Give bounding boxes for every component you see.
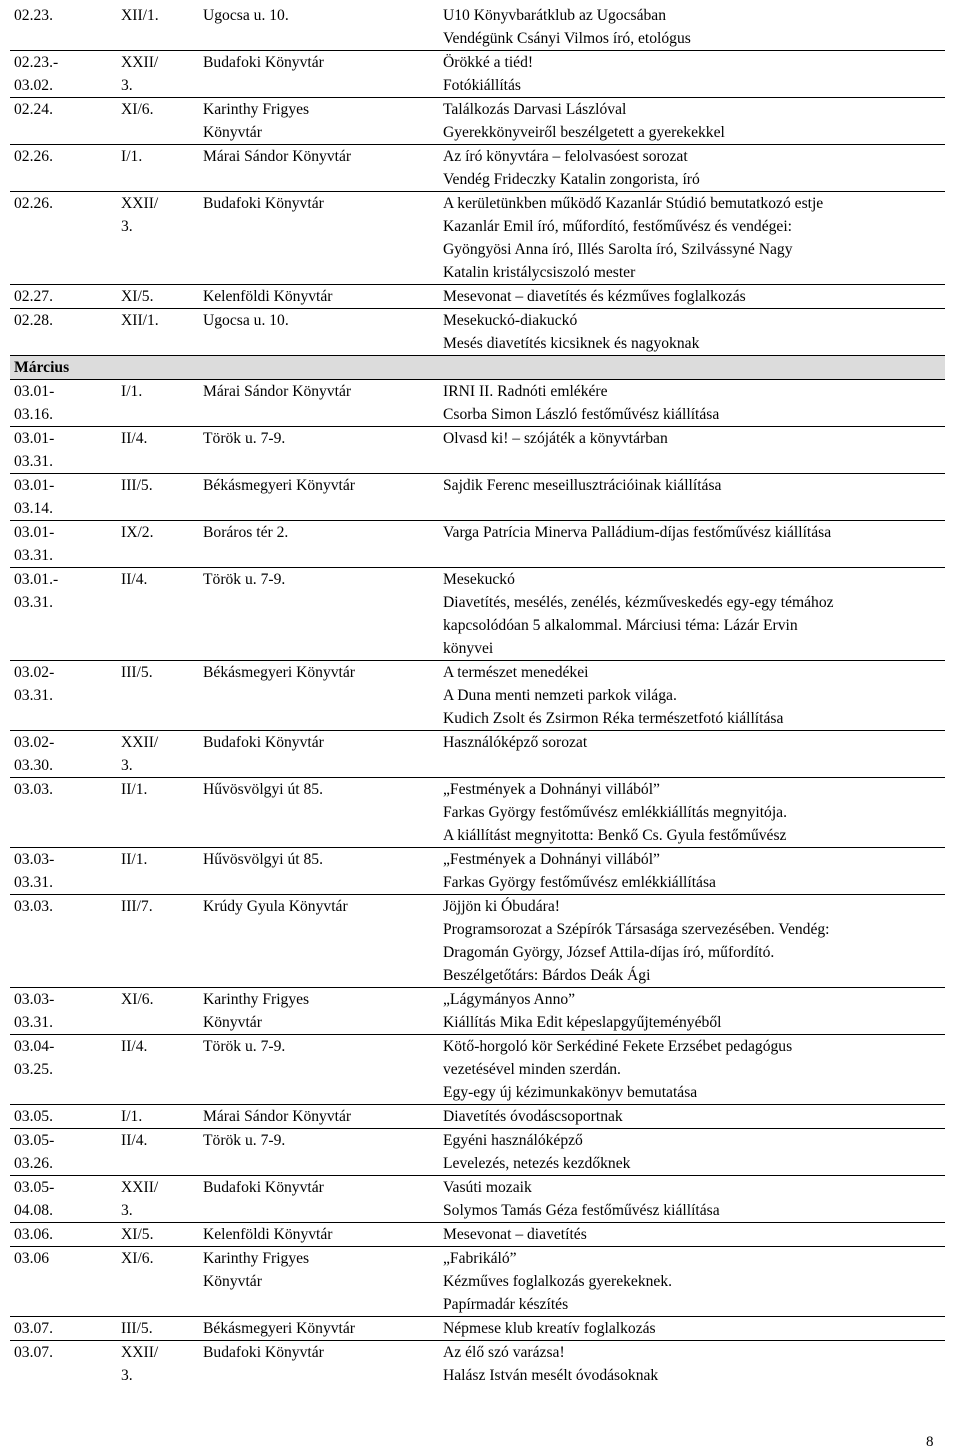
event-program: A természet menedékei A Duna menti nemzeti parkok világa. Kudich Zsolt és Zsirmon Réka természetfotó kiállítása: [439, 661, 945, 731]
table-row: [10, 895, 945, 988]
event-date: 03.03- 03.31.: [10, 848, 117, 895]
event-venue: Békásmegyeri Könyvtár: [199, 1317, 439, 1341]
table-row: [10, 51, 945, 98]
event-venue: Ugocsa u. 10.: [203, 7, 289, 24]
event-venue: Krúdy Gyula Könyvtár: [199, 895, 439, 988]
event-district: II/4.: [117, 427, 199, 474]
table-row: [10, 98, 945, 145]
event-venue: Békásmegyeri Könyvtár: [199, 661, 439, 731]
event-venue: Kelenföldi Könyvtár: [199, 285, 439, 309]
event-program: IRNI II. Radnóti emlékére Csorba Simon László festőművész kiállítása: [439, 380, 945, 427]
event-program: Örökké a tiéd! Fotókiállítás: [439, 51, 945, 98]
event-district: XI/6.: [117, 988, 199, 1035]
table-row: [10, 848, 945, 895]
table-row: [10, 192, 945, 285]
event-venue: Budafoki Könyvtár: [199, 192, 439, 285]
event-venue: Karinthy Frigyes Könyvtár: [199, 1247, 439, 1317]
event-program: Sajdik Ferenc meseillusztrációinak kiállítása: [439, 474, 945, 521]
event-venue: Hűvösvölgyi út 85.: [199, 848, 439, 895]
event-district: XI/5.: [117, 285, 199, 309]
event-program: Egyéni használóképző Levelezés, netezés kezdőknek: [439, 1129, 945, 1176]
table-row: [10, 521, 945, 568]
table-row: [10, 1176, 945, 1223]
event-program: Vasúti mozaik Solymos Tamás Géza festőművész kiállítása: [439, 1176, 945, 1223]
event-program: Jöjjön ki Óbudára! Programsorozat a Szépírók Társasága szervezésében. Vendég: Dragomán György, József Attila-díjas író, műfordító. Beszélgetőtárs: Bárdos Deák Ági: [439, 895, 945, 988]
table-row: [10, 1317, 945, 1341]
event-district: II/4.: [117, 1129, 199, 1176]
event-program: „Fabrikáló” Kézműves foglalkozás gyerekeknek. Papírmadár készítés: [439, 1247, 945, 1317]
event-program: Népmese klub kreatív foglalkozás: [439, 1317, 945, 1341]
event-program: A kerületünkben működő Kazanlár Stúdió bemutatkozó estje Kazanlár Emil író, műfordító, festőművész és vendégei: Gyöngyösi Anna író, Illés Sarolta író, Szilvássyné Nagy Katalin kristálycsiszoló mester: [439, 192, 945, 285]
event-date: 03.02- 03.30.: [10, 731, 117, 778]
event-date: 02.23.: [14, 7, 53, 24]
table-row: [10, 145, 945, 192]
table-row: [10, 1129, 945, 1176]
event-date: 03.05- 03.26.: [10, 1129, 117, 1176]
event-date: 02.28.: [10, 309, 117, 356]
event-date: 03.03- 03.31.: [10, 988, 117, 1035]
event-district: III/7.: [117, 895, 199, 988]
event-venue: Török u. 7-9.: [199, 1035, 439, 1105]
table-row: [10, 4, 945, 51]
event-program: „Lágymányos Anno” Kiállítás Mika Edit képeslapgyűjteményéből: [439, 988, 945, 1035]
event-district: XI/6.: [117, 1247, 199, 1317]
event-district: XII/1.: [117, 309, 199, 356]
table-row: [10, 474, 945, 521]
event-date: 02.23.- 03.02.: [10, 51, 117, 98]
event-district: I/1.: [117, 145, 199, 192]
event-venue: Márai Sándor Könyvtár: [199, 380, 439, 427]
table-row: [10, 285, 945, 309]
table-row: [10, 427, 945, 474]
table-row: [10, 1247, 945, 1317]
event-program: Mesekuckó-diakuckó Mesés diavetítés kicsiknek és nagyoknak: [439, 309, 945, 356]
table-row: [10, 1035, 945, 1105]
event-program: Használóképző sorozat: [439, 731, 945, 778]
event-district: XI/5.: [117, 1223, 199, 1247]
event-schedule-body: [10, 4, 945, 1387]
event-venue: Budafoki Könyvtár: [199, 731, 439, 778]
event-program: Találkozás Darvasi Lászlóval Gyerekkönyveiről beszélgetett a gyerekekkel: [439, 98, 945, 145]
table-row: [10, 778, 945, 848]
table-row: [10, 1341, 945, 1388]
event-district: IX/2.: [117, 521, 199, 568]
event-district: XXII/ 3.: [117, 192, 199, 285]
event-date: 03.01- 03.31.: [10, 521, 117, 568]
event-program: Az élő szó varázsa! Halász István mesélt óvodásoknak: [439, 1341, 945, 1388]
event-date: 03.07.: [10, 1341, 117, 1388]
event-venue: Karinthy Frigyes Könyvtár: [199, 988, 439, 1035]
table-row: [10, 1223, 945, 1247]
event-district: I/1.: [117, 1105, 199, 1129]
event-district: XXII/ 3.: [117, 1176, 199, 1223]
event-date: 03.03.: [10, 778, 117, 848]
event-date: 02.24.: [10, 98, 117, 145]
month-header-row: [10, 356, 945, 380]
event-date: 03.01.- 03.31.: [10, 568, 117, 661]
event-date: 03.07.: [10, 1317, 117, 1341]
event-venue: Török u. 7-9.: [199, 427, 439, 474]
event-program: Mesevonat – diavetítés és kézműves foglalkozás: [439, 285, 945, 309]
event-venue: Török u. 7-9.: [199, 1129, 439, 1176]
table-row: [10, 731, 945, 778]
table-row: [10, 1105, 945, 1129]
event-date: 03.06.: [10, 1223, 117, 1247]
event-venue: Budafoki Könyvtár: [199, 51, 439, 98]
page-number: 8: [926, 1434, 934, 1450]
table-row: [10, 568, 945, 661]
table-row: [10, 309, 945, 356]
event-program: „Festmények a Dohnányi villából” Farkas György festőművész emlékkiállítás megnyitója. A kiállítást megnyitotta: Benkő Cs. Gyula festőművész: [439, 778, 945, 848]
event-district: XXII/ 3.: [117, 51, 199, 98]
event-date: 03.03.: [10, 895, 117, 988]
event-date: 02.26.: [10, 192, 117, 285]
event-district: III/5.: [117, 1317, 199, 1341]
event-program: „Festmények a Dohnányi villából” Farkas György festőművész emlékkiállítása: [439, 848, 945, 895]
event-district: I/1.: [117, 380, 199, 427]
table-row: [10, 988, 945, 1035]
event-venue: Budafoki Könyvtár: [199, 1176, 439, 1223]
event-venue: Karinthy Frigyes Könyvtár: [199, 98, 439, 145]
event-district: XXII/ 3.: [117, 731, 199, 778]
event-program: Az író könyvtára – felolvasóest sorozat Vendég Frideczky Katalin zongorista, író: [439, 145, 945, 192]
event-date: 02.26.: [10, 145, 117, 192]
event-district: XII/1.: [121, 7, 159, 24]
event-district: XXII/ 3.: [117, 1341, 199, 1388]
event-district: XI/6.: [117, 98, 199, 145]
event-venue: Boráros tér 2.: [199, 521, 439, 568]
event-date: 03.02- 03.31.: [10, 661, 117, 731]
event-venue: Kelenföldi Könyvtár: [199, 1223, 439, 1247]
event-program: Mesevonat – diavetítés: [439, 1223, 945, 1247]
event-date: 02.27.: [10, 285, 117, 309]
event-venue: Ugocsa u. 10.: [199, 309, 439, 356]
event-program: Diavetítés óvodáscsoportnak: [439, 1105, 945, 1129]
event-district: III/5.: [117, 474, 199, 521]
table-row: [10, 380, 945, 427]
event-venue: Budafoki Könyvtár: [199, 1341, 439, 1388]
event-date: 03.05.: [10, 1105, 117, 1129]
event-schedule-table: [10, 4, 945, 1387]
event-venue: Békásmegyeri Könyvtár: [199, 474, 439, 521]
event-program: Varga Patrícia Minerva Palládium-díjas festőművész kiállítása: [439, 521, 945, 568]
event-program: U10 Könyvbarátklub az Ugocsában Vendégünk Csányi Vilmos író, etológus: [443, 7, 691, 47]
event-program: Mesekuckó Diavetítés, mesélés, zenélés, kézműveskedés egy-egy témához kapcsolódóan 5 alkalommal. Márciusi téma: Lázár Ervin könyvei: [439, 568, 945, 661]
table-row: [10, 661, 945, 731]
month-header: Március: [10, 356, 945, 380]
event-venue: Hűvösvölgyi út 85.: [199, 778, 439, 848]
event-district: III/5.: [117, 661, 199, 731]
event-district: II/4.: [117, 568, 199, 661]
event-date: 03.05- 04.08.: [10, 1176, 117, 1223]
event-district: II/1.: [117, 778, 199, 848]
event-date: 03.01- 03.14.: [10, 474, 117, 521]
event-date: 03.06: [10, 1247, 117, 1317]
event-district: II/4.: [117, 1035, 199, 1105]
event-venue: Márai Sándor Könyvtár: [199, 1105, 439, 1129]
event-program: Olvasd ki! – szójáték a könyvtárban: [439, 427, 945, 474]
event-date: 03.01- 03.31.: [10, 427, 117, 474]
event-venue: Török u. 7-9.: [199, 568, 439, 661]
event-venue: Márai Sándor Könyvtár: [199, 145, 439, 192]
event-date: 03.01- 03.16.: [10, 380, 117, 427]
event-program: Kötő-horgoló kör Serkédiné Fekete Erzsébet pedagógus vezetésével minden szerdán. Egy-egy új kézimunkakönyv bemutatása: [439, 1035, 945, 1105]
event-district: II/1.: [117, 848, 199, 895]
event-date: 03.04- 03.25.: [10, 1035, 117, 1105]
